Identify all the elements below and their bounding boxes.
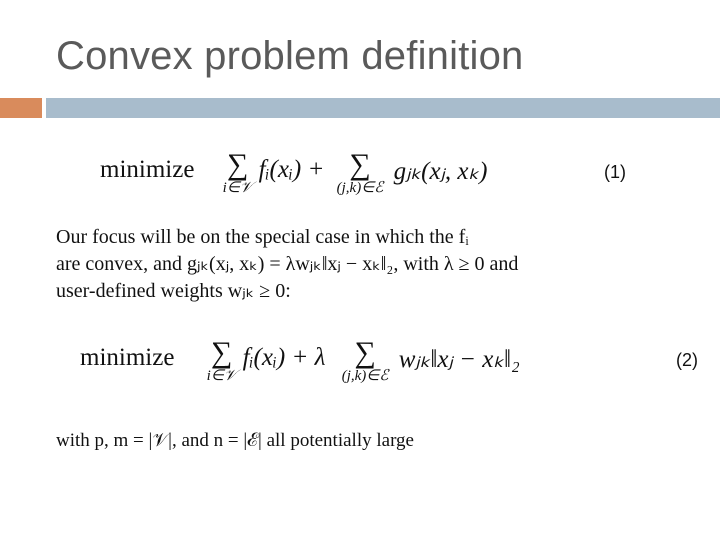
eq1-sum-1-sub: i∈𝒱 (222, 180, 253, 196)
paragraph-line-2: are convex, and gⱼₖ(xⱼ, xₖ) = λwⱼₖ‖xⱼ − xₖ‖₂, with λ ≥ 0 and (56, 253, 519, 275)
paragraph-line-1: Our focus will be on the special case in which the fᵢ (56, 226, 469, 248)
equation-1 (100, 150, 487, 196)
eq1-sum-2 (337, 150, 384, 196)
equation-2 (80, 338, 520, 384)
equation-2-number: (2) (676, 350, 698, 370)
eq1-sigma-2: ∑ (349, 148, 371, 181)
eq2-sum-1-sub: i∈𝒱 (206, 368, 237, 384)
definition-paragraph (56, 224, 696, 305)
eq2-sum-2-sub: (j,k)∈ℰ (341, 368, 389, 384)
eq2-sigma-1: ∑ (210, 336, 233, 369)
slide-title: Convex problem definition (56, 34, 524, 78)
eq2-minimize: minimize (80, 344, 175, 371)
eq2-sum-1 (207, 338, 237, 384)
eq1-term-2: gⱼₖ(xⱼ, xₖ) (393, 158, 488, 185)
eq1-sum-1 (223, 150, 253, 196)
paragraph-line-3: user-defined weights wⱼₖ ≥ 0: (56, 280, 291, 302)
title-accent-bar (0, 98, 42, 118)
eq1-minimize: minimize (100, 156, 195, 183)
eq1-term-1: fᵢ(xᵢ) + (258, 156, 325, 183)
title-divider-bar (46, 98, 720, 118)
equation-1-number: (1) (604, 162, 626, 182)
eq2-term-1: fᵢ(xᵢ) + λ (242, 344, 326, 371)
eq2-term-2: wⱼₖ‖xⱼ − xₖ‖₂ (398, 346, 520, 373)
size-note: with p, m = |𝒱|, and n = |ℰ| all potentially large (56, 430, 414, 451)
eq1-sigma-1: ∑ (226, 148, 249, 181)
eq2-sigma-2: ∑ (354, 336, 376, 369)
eq1-sum-2-sub: (j,k)∈ℰ (336, 180, 384, 196)
eq2-sum-2 (342, 338, 389, 384)
